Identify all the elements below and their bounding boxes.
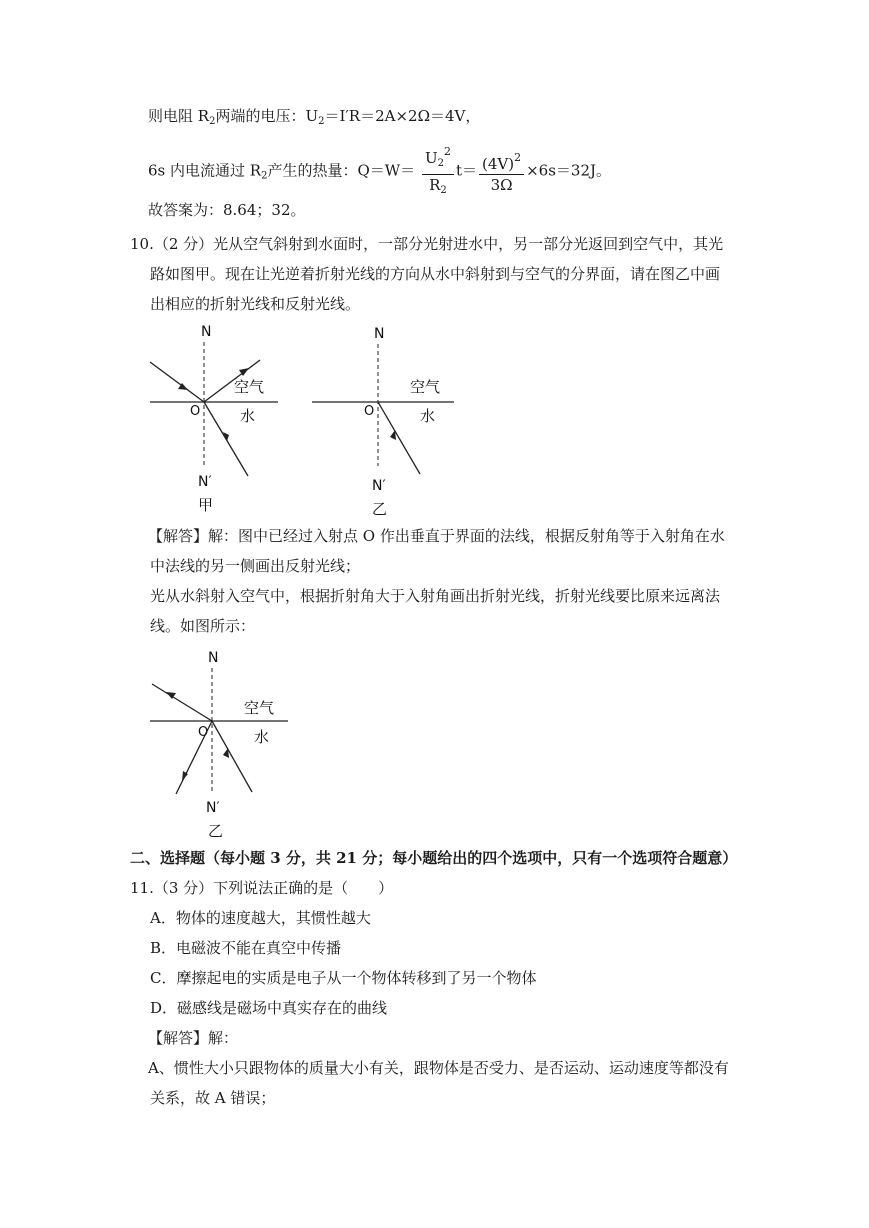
q11-option-d: D．磁感线是磁场中真实存在的曲线	[150, 999, 388, 1017]
q11-stem: 11.（3 分）下列说法正确的是（ ）	[130, 879, 394, 897]
q11-option-b: B．电磁波不能在真空中传播	[150, 939, 342, 957]
q11-option-a: A．物体的速度越大，其惯性越大	[150, 909, 371, 927]
figure-yi-answer	[148, 642, 308, 842]
air-label: 空气	[234, 378, 265, 396]
q10-solution-line1: 【解答】解：图中已经过入射点 O 作出垂直于界面的法线，根据反射角等于入射角在水	[148, 527, 725, 545]
q11-option-c: C．摩擦起电的实质是电子从一个物体转移到了另一个物体	[150, 969, 537, 987]
normal-label-n-prime: N′	[198, 474, 212, 490]
q10-stem-line3: 出相应的折射光线和反射光线。	[150, 295, 361, 313]
fraction-4v2-over-3ohm: $\frac{(4V)^2}{3\Omega}$	[479, 148, 524, 195]
normal-label-n: N	[201, 324, 212, 340]
normal-label-n: N	[374, 326, 385, 342]
section-heading: 二、选择题（每小题 3 分，共 21 分；每小题给出的四个选项中，只有一个选项符合题意）	[130, 849, 738, 867]
q11-solution-head: 【解答】解：	[148, 1029, 239, 1047]
q10-stem-line2: 路如图甲。现在让光逆着折射光线的方向从水中斜射到与空气的分界面，请在图乙中画	[150, 265, 721, 283]
normal-label-n-prime: N′	[372, 478, 386, 494]
air-label: 空气	[244, 699, 275, 717]
heat-formula-line: 6s 内电流通过 $R_2$产生的热量：Q＝W＝ $\frac{U_2^2}{R_2}$ t＝ $\frac{(4V)^2}{3\Omega}$ ×6s＝32J。	[148, 142, 611, 201]
point-o-label: O	[198, 725, 209, 740]
q10-solution-line4: 线。如图所示：	[150, 617, 256, 635]
voltage-line: 则电阻 $R_2$两端的电压：$U_2=I'R=2A\times 2\Omega=4V$，	[148, 107, 481, 127]
figure-yi-question	[310, 320, 460, 520]
figure-jia	[148, 320, 298, 520]
figure-caption-yi: 乙	[208, 822, 224, 840]
figure-caption-yi: 乙	[372, 500, 388, 518]
normal-label-n-prime: N′	[206, 800, 220, 816]
point-o-label: O	[190, 404, 201, 419]
q11-solution-a-line2: 关系，故 A 错误；	[150, 1089, 276, 1107]
point-o-label: O	[364, 404, 375, 419]
water-label: 水	[420, 407, 436, 425]
water-label: 水	[254, 728, 270, 746]
water-label: 水	[240, 407, 256, 425]
q10-solution-line2: 中法线的另一侧画出反射光线；	[150, 557, 361, 575]
figure-caption-jia: 甲	[198, 496, 214, 514]
q11-solution-a-line1: A、惯性大小只跟物体的质量大小有关，跟物体是否受力、是否运动、运动速度等都没有	[148, 1059, 729, 1077]
fraction-u2-over-r2: $\frac{U_2^2}{R_2}$	[422, 142, 454, 201]
q10-stem-line1: 10.（2 分）光从空气斜射到水面时，一部分光射进水中，另一部分光返回到空气中，其光	[130, 235, 724, 253]
air-label: 空气	[410, 378, 441, 396]
normal-label-n: N	[208, 650, 219, 666]
answer-line: 故答案为：8.64；32。	[148, 201, 306, 219]
q10-solution-line3: 光从水斜射入空气中，根据折射角大于入射角画出折射光线，折射光线要比原来远离法	[150, 587, 721, 605]
